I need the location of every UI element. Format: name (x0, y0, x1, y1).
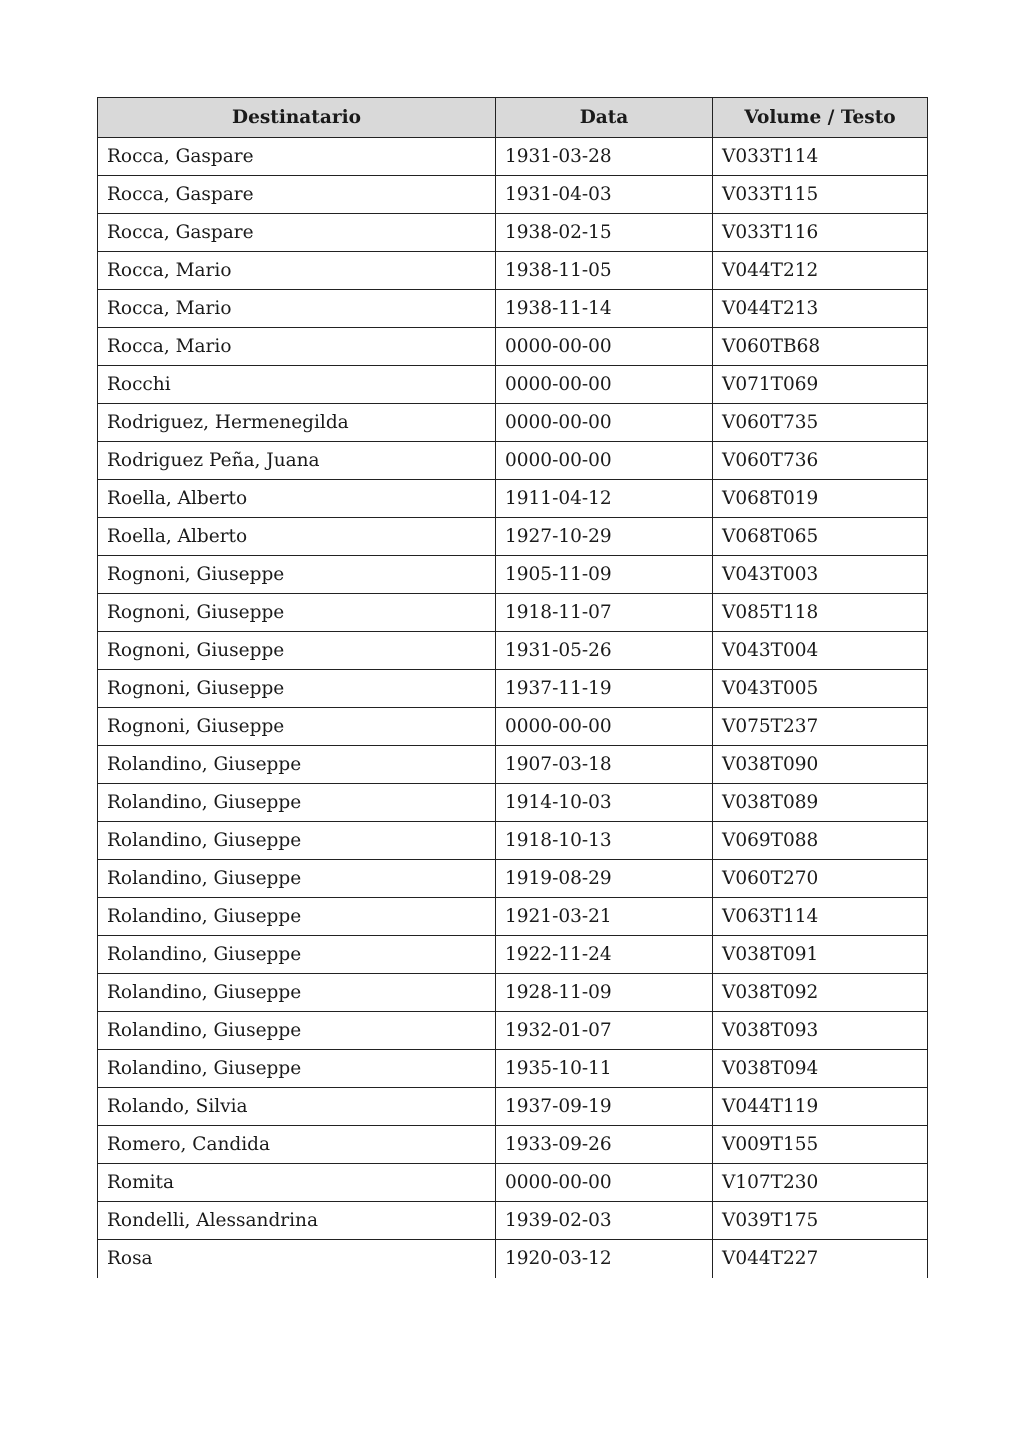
table-header (98, 98, 928, 138)
cell-volume-testo: V075T237 (713, 708, 928, 746)
cell-destinatario: Rocca, Mario (98, 328, 496, 366)
table-row (98, 1126, 928, 1164)
cell-destinatario: Rocca, Gaspare (98, 176, 496, 214)
table-row (98, 480, 928, 518)
column-header-data: Data (496, 98, 713, 138)
cell-volume-testo: V038T089 (713, 784, 928, 822)
table-row (98, 366, 928, 404)
letters-table (97, 97, 928, 1278)
table-row (98, 1088, 928, 1126)
cell-data: 1931-03-28 (496, 138, 713, 176)
cell-data: 1931-04-03 (496, 176, 713, 214)
cell-destinatario: Rocca, Mario (98, 252, 496, 290)
table-row (98, 1240, 928, 1278)
cell-volume-testo: V038T092 (713, 974, 928, 1012)
cell-volume-testo: V044T212 (713, 252, 928, 290)
cell-destinatario: Rosa (98, 1240, 496, 1278)
cell-data: 1938-11-14 (496, 290, 713, 328)
cell-volume-testo: V071T069 (713, 366, 928, 404)
cell-data: 0000-00-00 (496, 328, 713, 366)
cell-data: 1922-11-24 (496, 936, 713, 974)
cell-data: 1939-02-03 (496, 1202, 713, 1240)
cell-data: 1937-11-19 (496, 670, 713, 708)
cell-destinatario: Rolandino, Giuseppe (98, 822, 496, 860)
cell-destinatario: Rolandino, Giuseppe (98, 1012, 496, 1050)
table-row (98, 518, 928, 556)
table-row (98, 328, 928, 366)
cell-data: 1937-09-19 (496, 1088, 713, 1126)
table-body (98, 138, 928, 1278)
cell-data: 1905-11-09 (496, 556, 713, 594)
cell-data: 1938-02-15 (496, 214, 713, 252)
cell-volume-testo: V033T115 (713, 176, 928, 214)
column-header-volume-testo: Volume / Testo (713, 98, 928, 138)
cell-destinatario: Rognoni, Giuseppe (98, 670, 496, 708)
column-header-destinatario: Destinatario (98, 98, 496, 138)
cell-volume-testo: V043T003 (713, 556, 928, 594)
cell-destinatario: Rolandino, Giuseppe (98, 898, 496, 936)
cell-data: 0000-00-00 (496, 708, 713, 746)
cell-volume-testo: V085T118 (713, 594, 928, 632)
cell-volume-testo: V009T155 (713, 1126, 928, 1164)
table-row (98, 670, 928, 708)
cell-destinatario: Rocca, Mario (98, 290, 496, 328)
cell-volume-testo: V038T090 (713, 746, 928, 784)
table-row (98, 974, 928, 1012)
cell-destinatario: Roella, Alberto (98, 518, 496, 556)
cell-data: 1932-01-07 (496, 1012, 713, 1050)
cell-destinatario: Romero, Candida (98, 1126, 496, 1164)
cell-volume-testo: V060T270 (713, 860, 928, 898)
cell-volume-testo: V068T019 (713, 480, 928, 518)
cell-destinatario: Rocca, Gaspare (98, 214, 496, 252)
cell-volume-testo: V063T114 (713, 898, 928, 936)
table-row (98, 1050, 928, 1088)
cell-data: 1919-08-29 (496, 860, 713, 898)
cell-data: 1933-09-26 (496, 1126, 713, 1164)
cell-volume-testo: V038T091 (713, 936, 928, 974)
table-row (98, 176, 928, 214)
header-row (98, 98, 928, 138)
cell-data: 1911-04-12 (496, 480, 713, 518)
cell-destinatario: Romita (98, 1164, 496, 1202)
cell-destinatario: Rondelli, Alessandrina (98, 1202, 496, 1240)
cell-destinatario: Rolandino, Giuseppe (98, 1050, 496, 1088)
table-row (98, 404, 928, 442)
table-row (98, 1202, 928, 1240)
table-row (98, 632, 928, 670)
cell-volume-testo: V039T175 (713, 1202, 928, 1240)
cell-data: 1914-10-03 (496, 784, 713, 822)
cell-data: 1921-03-21 (496, 898, 713, 936)
cell-destinatario: Rolandino, Giuseppe (98, 784, 496, 822)
cell-destinatario: Rognoni, Giuseppe (98, 594, 496, 632)
cell-destinatario: Rognoni, Giuseppe (98, 556, 496, 594)
cell-volume-testo: V060T735 (713, 404, 928, 442)
table-row (98, 290, 928, 328)
table-row (98, 252, 928, 290)
cell-data: 1918-11-07 (496, 594, 713, 632)
cell-volume-testo: V043T004 (713, 632, 928, 670)
table-row (98, 1164, 928, 1202)
table-row (98, 708, 928, 746)
cell-volume-testo: V038T093 (713, 1012, 928, 1050)
cell-volume-testo: V043T005 (713, 670, 928, 708)
cell-data: 0000-00-00 (496, 366, 713, 404)
cell-volume-testo: V033T114 (713, 138, 928, 176)
cell-destinatario: Rognoni, Giuseppe (98, 708, 496, 746)
table-row (98, 860, 928, 898)
cell-destinatario: Rocca, Gaspare (98, 138, 496, 176)
table-row (98, 784, 928, 822)
cell-data: 0000-00-00 (496, 442, 713, 480)
table-row (98, 898, 928, 936)
cell-volume-testo: V107T230 (713, 1164, 928, 1202)
cell-destinatario: Rognoni, Giuseppe (98, 632, 496, 670)
cell-destinatario: Rocchi (98, 366, 496, 404)
cell-destinatario: Rodriguez, Hermenegilda (98, 404, 496, 442)
table-row (98, 214, 928, 252)
cell-volume-testo: V044T213 (713, 290, 928, 328)
cell-volume-testo: V044T227 (713, 1240, 928, 1278)
table-row (98, 138, 928, 176)
cell-data: 0000-00-00 (496, 1164, 713, 1202)
cell-destinatario: Rolandino, Giuseppe (98, 860, 496, 898)
table-row (98, 746, 928, 784)
cell-volume-testo: V069T088 (713, 822, 928, 860)
table-row (98, 822, 928, 860)
cell-destinatario: Rolandino, Giuseppe (98, 936, 496, 974)
cell-volume-testo: V033T116 (713, 214, 928, 252)
table-row (98, 556, 928, 594)
cell-data: 1938-11-05 (496, 252, 713, 290)
cell-data: 1918-10-13 (496, 822, 713, 860)
cell-data: 1928-11-09 (496, 974, 713, 1012)
cell-destinatario: Roella, Alberto (98, 480, 496, 518)
cell-data: 1920-03-12 (496, 1240, 713, 1278)
cell-volume-testo: V060TB68 (713, 328, 928, 366)
cell-destinatario: Rodriguez Peña, Juana (98, 442, 496, 480)
cell-destinatario: Rolando, Silvia (98, 1088, 496, 1126)
table-row (98, 1012, 928, 1050)
cell-data: 1907-03-18 (496, 746, 713, 784)
cell-volume-testo: V044T119 (713, 1088, 928, 1126)
table-row (98, 594, 928, 632)
cell-destinatario: Rolandino, Giuseppe (98, 746, 496, 784)
cell-volume-testo: V068T065 (713, 518, 928, 556)
cell-volume-testo: V060T736 (713, 442, 928, 480)
cell-data: 1931-05-26 (496, 632, 713, 670)
cell-data: 1927-10-29 (496, 518, 713, 556)
cell-data: 0000-00-00 (496, 404, 713, 442)
cell-volume-testo: V038T094 (713, 1050, 928, 1088)
cell-destinatario: Rolandino, Giuseppe (98, 974, 496, 1012)
table-row (98, 936, 928, 974)
cell-data: 1935-10-11 (496, 1050, 713, 1088)
table-row (98, 442, 928, 480)
